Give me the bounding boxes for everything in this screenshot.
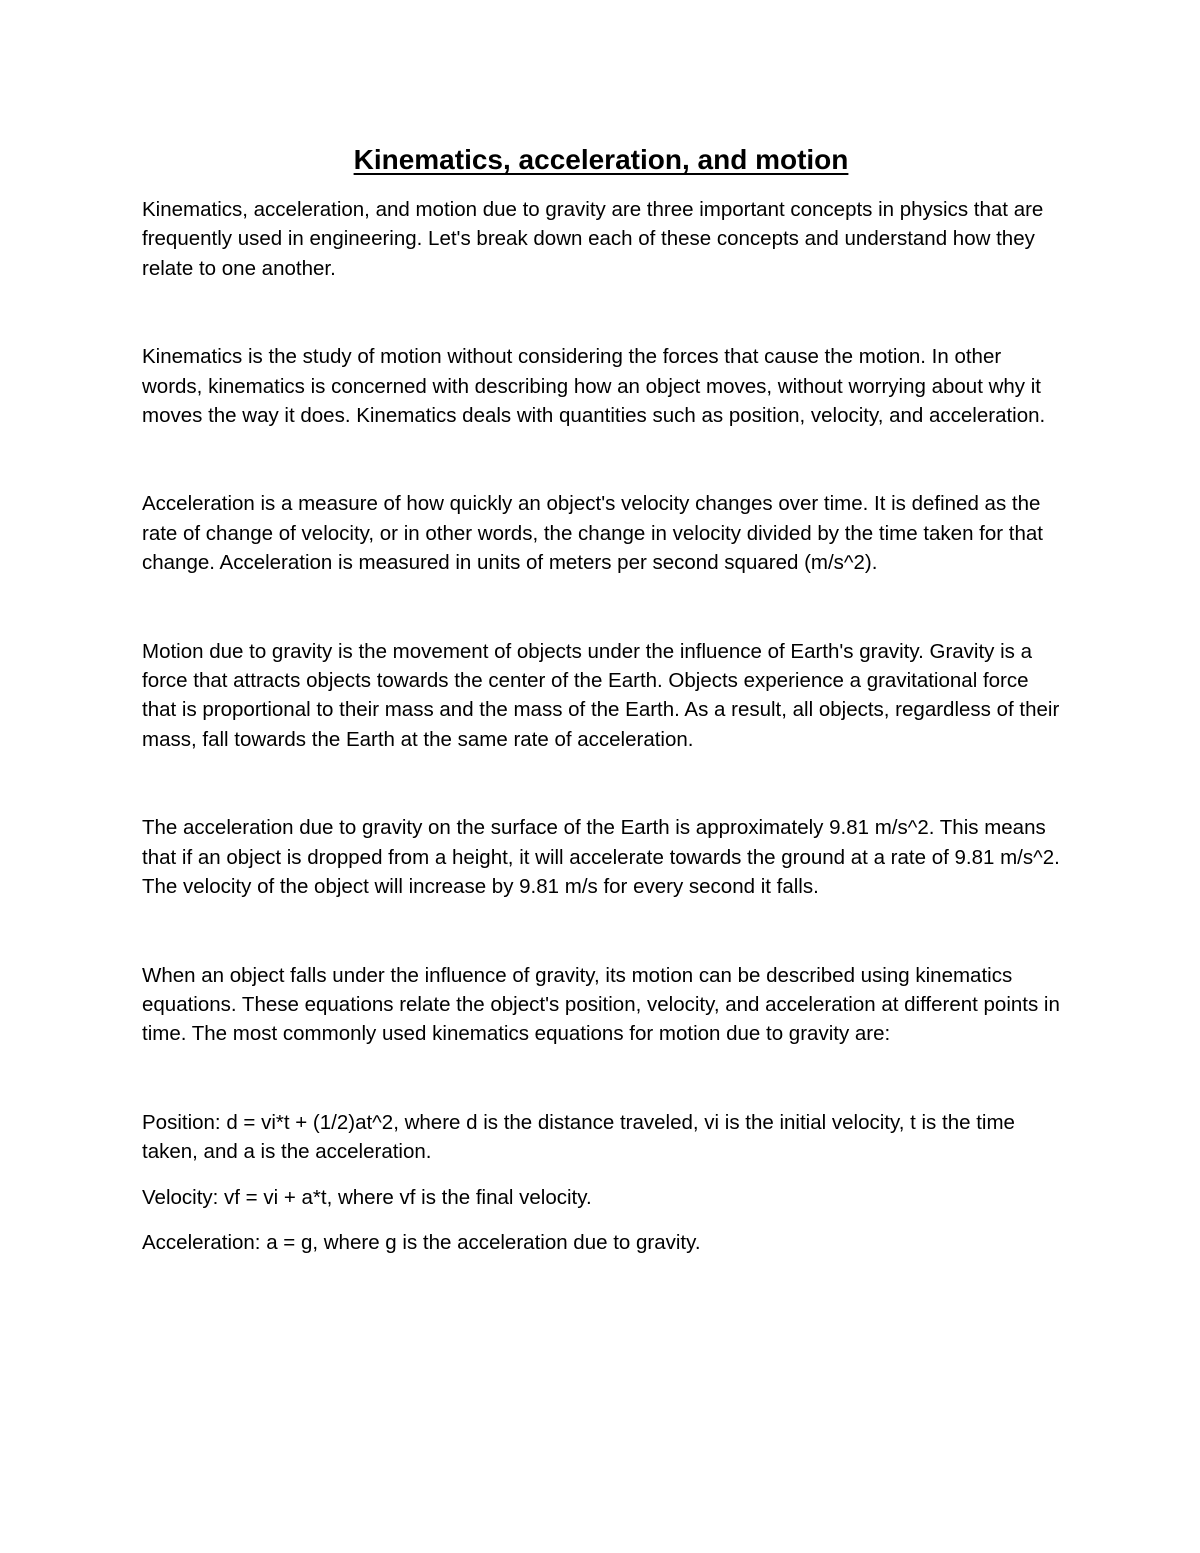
acceleration-paragraph: Acceleration is a measure of how quickly an object's velocity changes over time. It is defined as the rate of change of velocity, or in other words, the change in velocity divided by the time taken for that change. Acceleration is measured in units of meters per second squared (m/s^2). bbox=[142, 492, 1043, 575]
position-equation: Position: d = vi*t + (1/2)at^2, where d is the distance traveled, vi is the initial velocity, t is the time taken, and a is the acceleration. bbox=[142, 1110, 1015, 1164]
velocity-equation: Velocity: vf = vi + a*t, where vf is the final velocity. bbox=[142, 1185, 592, 1209]
document-title: Kinematics, acceleration, and motion bbox=[353, 144, 849, 175]
gravity-motion-paragraph: Motion due to gravity is the movement of objects under the influence of Earth's gravity. Gravity is a force that attracts objects towards the center of the Earth. Objects experience a gravitational force that is proportional to their mass and the mass of the Earth. As a result, all objects, regardless of their mass, fall towards the Earth at the same rate of acceleration. bbox=[142, 639, 1060, 751]
acceleration-equation: Acceleration: a = g, where g is the acceleration due to gravity. bbox=[142, 1230, 701, 1254]
gravity-acceleration-paragraph: The acceleration due to gravity on the surface of the Earth is approximately 9.81 m/s^2. This means that if an object is dropped from a height, it will accelerate towards the ground at a rate of 9.81 m/s^2. The velocity of the object will increase by 9.81 m/s for every second it falls. bbox=[142, 816, 1060, 899]
kinematics-equations-paragraph: When an object falls under the influence of gravity, its motion can be described using kinematics equations. These equations relate the object's position, velocity, and acceleration at different points in time. The most commonly used kinematics equations for motion due to gravity are: bbox=[142, 963, 1060, 1046]
kinematics-paragraph: Kinematics is the study of motion without considering the forces that cause the motion. In other words, kinematics is concerned with describing how an object moves, without worrying about why it moves the way it does. Kinematics deals with quantities such as position, velocity, and acceleration. bbox=[142, 345, 1046, 428]
intro-paragraph: Kinematics, acceleration, and motion due to gravity are three important concepts in physics that are frequently used in engineering. Let's break down each of these concepts and understand how they relate to one another. bbox=[142, 198, 1044, 280]
document-page bbox=[142, 140, 1060, 1257]
